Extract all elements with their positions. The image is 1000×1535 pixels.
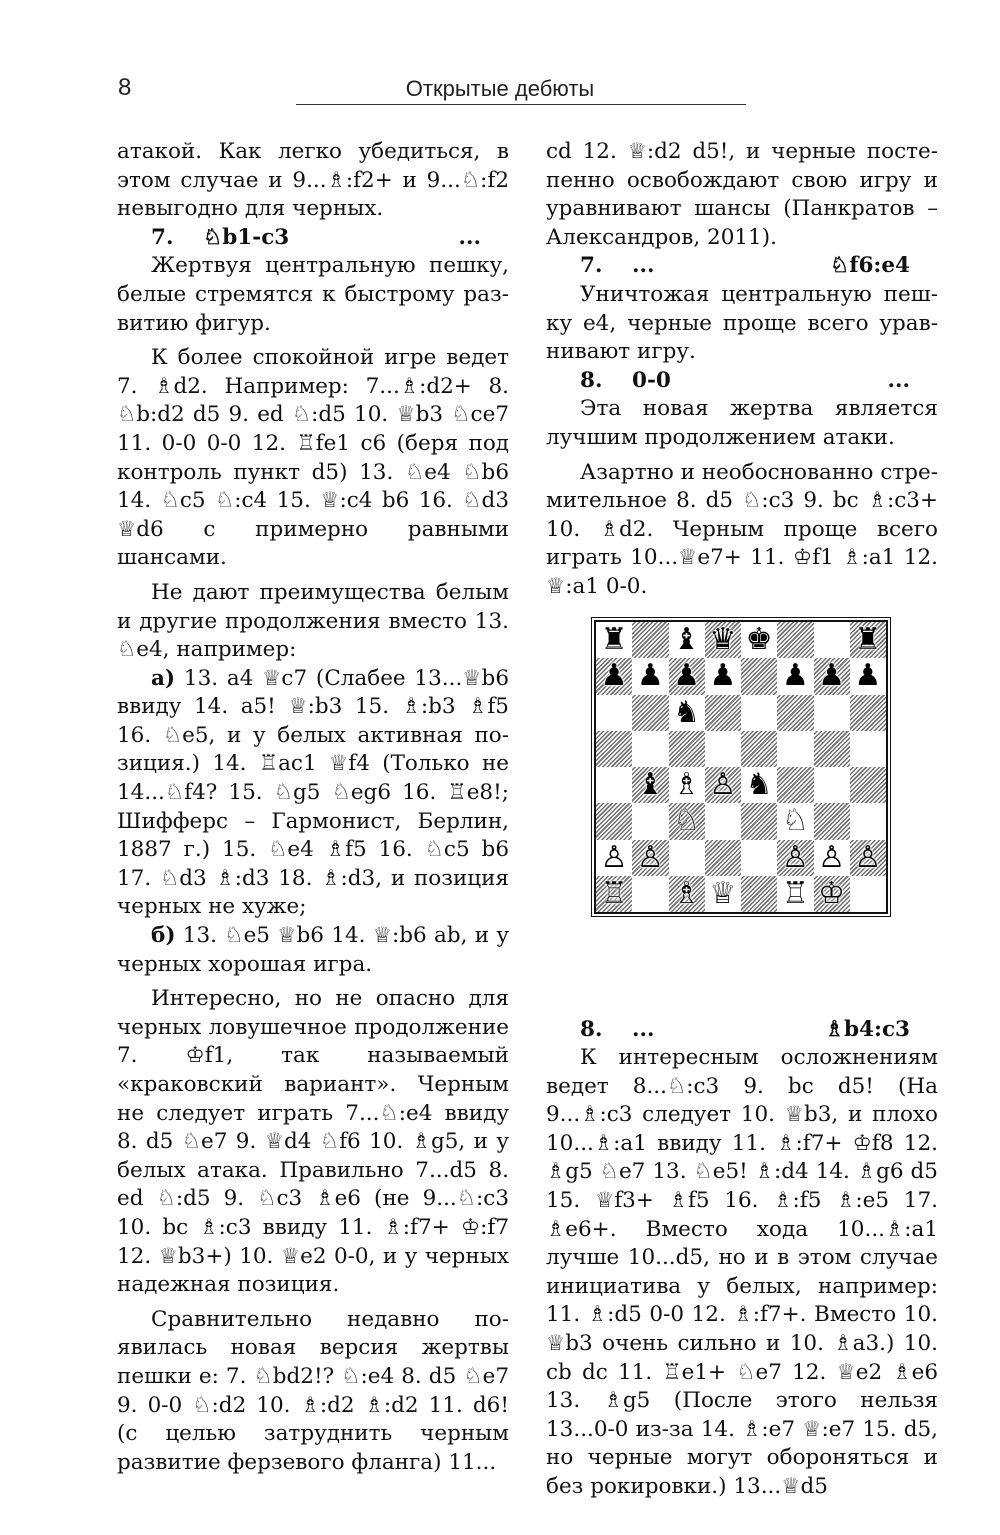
paragraph: Эта новая жертва является лучшим продолжением атаки. (546, 396, 938, 450)
board-square (814, 695, 850, 731)
chess-piece-icon: ♟ (781, 658, 809, 694)
board-square (777, 622, 813, 658)
board-square (632, 622, 668, 658)
chess-piece-icon: ♞ (745, 767, 773, 803)
chess-piece-icon: ♗ (673, 767, 701, 803)
move-number: 8. (580, 367, 603, 393)
header-rule (296, 104, 746, 105)
chess-piece-icon: ♚ (745, 622, 773, 658)
board-square (705, 803, 741, 839)
board-square (705, 876, 741, 912)
running-title: Открытые дебюты (405, 76, 595, 101)
board-square (669, 731, 705, 767)
variation-a (117, 665, 509, 922)
board-square (777, 840, 813, 876)
left-column (117, 138, 509, 1477)
chess-piece-icon: ♟ (709, 658, 737, 694)
board-square (669, 840, 705, 876)
chess-board (594, 620, 888, 914)
board-square (632, 731, 668, 767)
board-square (632, 840, 668, 876)
board-square (632, 876, 668, 912)
chess-piece-icon: ♛ (709, 622, 737, 658)
board-square (705, 695, 741, 731)
board-square (850, 840, 886, 876)
board-square (596, 658, 632, 694)
white-move: ... (632, 253, 655, 279)
board-square (814, 658, 850, 694)
page-number: 8 (118, 74, 132, 101)
black-move: ... (458, 224, 481, 250)
board-square (596, 731, 632, 767)
board-square (741, 803, 777, 839)
chess-piece-icon: ♖ (600, 875, 628, 911)
board-square (596, 840, 632, 876)
black-move: ♘f6:e4 (829, 253, 910, 279)
paragraph: Не дают преимущества белым и другие продолжения вместо 13. ♘e4, например: (117, 579, 509, 663)
board-square (596, 695, 632, 731)
paragraph: атакой. Как легко убедиться, в этом случае и 9...♗:f2+ и 9...♘:f2 невыгодно для черных. (117, 139, 509, 222)
paragraph: Жертвуя центральную пешку, белые стремятся к быстрому развитию фигур. (117, 253, 509, 336)
chess-piece-icon: ♜ (600, 622, 628, 658)
board-square (705, 731, 741, 767)
board-square (741, 695, 777, 731)
board-square (632, 803, 668, 839)
chess-piece-icon: ♜ (854, 622, 882, 658)
paragraph: К более спокойной игре ведет 7. ♗d2. Например: 7...♗:d2+ 8. ♘b:d2 d5 9. ed ♘:d5 10. ♕b3 ♘ce7 11. 0-0 0-0 12. ♖fe1 c6 (беря под контроль пункт d5) 13. ♘e4 ♘b6 14. ♘c5 ♘:c4 15. ♕:c4 b6 16. ♘d3 ♕d6 с примерно равными шансами. (117, 345, 509, 571)
chess-piece-icon: ♟ (636, 658, 664, 694)
board-square (596, 803, 632, 839)
move-line (117, 224, 509, 253)
chess-diagram (594, 620, 888, 914)
board-square (596, 876, 632, 912)
move-number: 8. (580, 1016, 603, 1042)
chess-piece-icon: ♖ (781, 875, 809, 911)
board-square (814, 767, 850, 803)
chess-piece-icon: ♝ (636, 767, 664, 803)
board-square (850, 622, 886, 658)
board-square (850, 876, 886, 912)
board-square (705, 767, 741, 803)
board-square (705, 840, 741, 876)
chess-piece-icon: ♙ (818, 839, 846, 875)
board-square (669, 876, 705, 912)
board-square (741, 622, 777, 658)
chess-piece-icon: ♟ (673, 658, 701, 694)
board-square (632, 695, 668, 731)
board-square (850, 767, 886, 803)
board-square (814, 803, 850, 839)
move-line (546, 252, 938, 281)
chess-piece-icon: ♟ (854, 658, 882, 694)
white-move: ♘b1-c3 (203, 224, 290, 250)
paragraph: cd 12. ♕:d2 d5!, и черные постепенно освобождают свою игру и уравнивают шансы (Панкратов – Александров, 2011). (546, 139, 938, 250)
chess-piece-icon: ♞ (673, 694, 701, 730)
board-square (632, 658, 668, 694)
board-square (777, 695, 813, 731)
chess-piece-icon: ♙ (709, 767, 737, 803)
board-square (814, 731, 850, 767)
chess-piece-icon: ♔ (818, 875, 846, 911)
board-square (669, 695, 705, 731)
paragraph: К интересным осложнениям ведет 8...♘:c3 9. bc d5! (На 9...♗:c3 следует 10. ♕b3, и плохо 10...♗:a1 ввиду 11. ♗:f7+ ♔f8 12. ♗g5 ♘e7 13. ♘e5! ♗:d4 14. ♗g6 d5 15. ♕f3+ ♗f5 16. ♗:f5 ♗:e5 17. ♗e6+. Вместо хода 10...♗:a1 лучше 10...d5, но и в этом случае инициатива у белых, например: 11. ♗:d5 0-0 12. ♗:f7+. Вместо 10. ♕b3 очень сильно и 10. ♗a3.) 10. cb dc 11. ♖e1+ ♘e7 12. ♕e2 ♗e6 13. ♗g5 (После этого нельзя 13...0-0 из-за 14. ♗:e7 ♕:e7 15. d5, но черные могут обороняться и без рокировки.) 13...♕d5 (546, 1045, 938, 1499)
white-move: ... (632, 1016, 655, 1042)
board-square (850, 658, 886, 694)
board-square (669, 622, 705, 658)
chess-piece-icon: ♘ (673, 803, 701, 839)
chess-piece-icon: ♟ (818, 658, 846, 694)
move-number: 7. (580, 253, 603, 279)
board-square (669, 658, 705, 694)
chess-piece-icon: ♙ (781, 839, 809, 875)
chess-piece-icon: ♕ (709, 875, 737, 911)
variation-b (117, 922, 509, 979)
board-square (741, 767, 777, 803)
board-square (669, 767, 705, 803)
variation-label: б) (151, 923, 176, 949)
white-move: 0-0 (632, 367, 671, 393)
board-square (777, 658, 813, 694)
move-line (546, 367, 938, 396)
board-square (777, 731, 813, 767)
board-square (741, 876, 777, 912)
board-square (777, 876, 813, 912)
paragraph: Уничтожая центральную пешку e4, черные проще всего уравнивают игру. (546, 281, 938, 365)
chess-piece-icon: ♙ (600, 839, 628, 875)
paragraph: Сравнительно недавно появилась новая версия жертвы пешки e: 7. ♘bd2!? ♘:e4 8. d5 ♘e7 9. 0-0 ♘:d2 10. ♗:d2 ♗:d2 11. d6! (с целью затруднить черным развитие ферзевого фланга) 11... (117, 1306, 509, 1475)
chess-piece-icon: ♙ (636, 839, 664, 875)
board-square (669, 803, 705, 839)
board-square (705, 658, 741, 694)
board-square (632, 767, 668, 803)
move-number: 7. (151, 224, 174, 250)
move-line (546, 1016, 938, 1045)
black-move: ... (887, 367, 910, 393)
chess-piece-icon: ♝ (673, 622, 701, 658)
black-move: ♗b4:c3 (824, 1016, 910, 1042)
chess-piece-icon: ♟ (600, 658, 628, 694)
chess-piece-icon: ♘ (781, 803, 809, 839)
board-square (814, 622, 850, 658)
board-square (814, 876, 850, 912)
variation-text: 13. a4 ♕c7 (Слабее 13...♕b6 ввиду 14. a5! ♕:b3 15. ♗:b3 ♗f5 16. ♘e5, и у белых активная позиция.) 14. ♖ac1 ♕f4 (Только не 14...♘f4? 15. ♘g5 ♘eg6 16. ♖e8!; Шифферс – Гармонист, Берлин, 1887 г.) 15. ♘e4 ♗f5 16. ♘c5 b6 17. ♘d3 ♗:d3 18. ♗:d3, и позиция черных не хуже; (117, 665, 509, 920)
board-square (741, 731, 777, 767)
board-square (777, 767, 813, 803)
board-square (596, 622, 632, 658)
variation-label: а) (151, 665, 176, 691)
board-square (850, 803, 886, 839)
board-square (814, 840, 850, 876)
variation-text: 13. ♘e5 ♕b6 14. ♕:b6 ab, и у черных хорошая игра. (117, 923, 509, 977)
board-square (777, 803, 813, 839)
board-square (850, 731, 886, 767)
paragraph: Азартно и необоснованно стремительное 8. d5 ♘:c3 9. bc ♗:c3+ 10. ♗d2. Черным проще всего играть 10...♕e7+ 11. ♔f1 ♗:a1 12. ♕:a1 0-0. (546, 459, 939, 599)
paragraph: Интересно, но не опасно для черных ловушечное продолжение 7. ♔f1, так называемый «краковский вариант». Черным не следует играть 7...♘:e4 ввиду 8. d5 ♘e7 9. ♕d4 ♘f6 10. ♗g5, и у белых атака. Правильно 7...d5 8. ed ♘:d5 9. ♘c3 ♗e6 (не 9...♘:c3 10. bc ♗:c3 ввиду 11. ♗:f7+ ♔:f7 12. ♕b3+) 10. ♕e2 0-0, и у черных надежная позиция. (117, 986, 509, 1298)
board-square (705, 622, 741, 658)
board-square (850, 695, 886, 731)
board-square (596, 767, 632, 803)
board-square (741, 658, 777, 694)
chess-piece-icon: ♗ (673, 875, 701, 911)
chess-piece-icon: ♙ (854, 839, 882, 875)
board-square (741, 840, 777, 876)
